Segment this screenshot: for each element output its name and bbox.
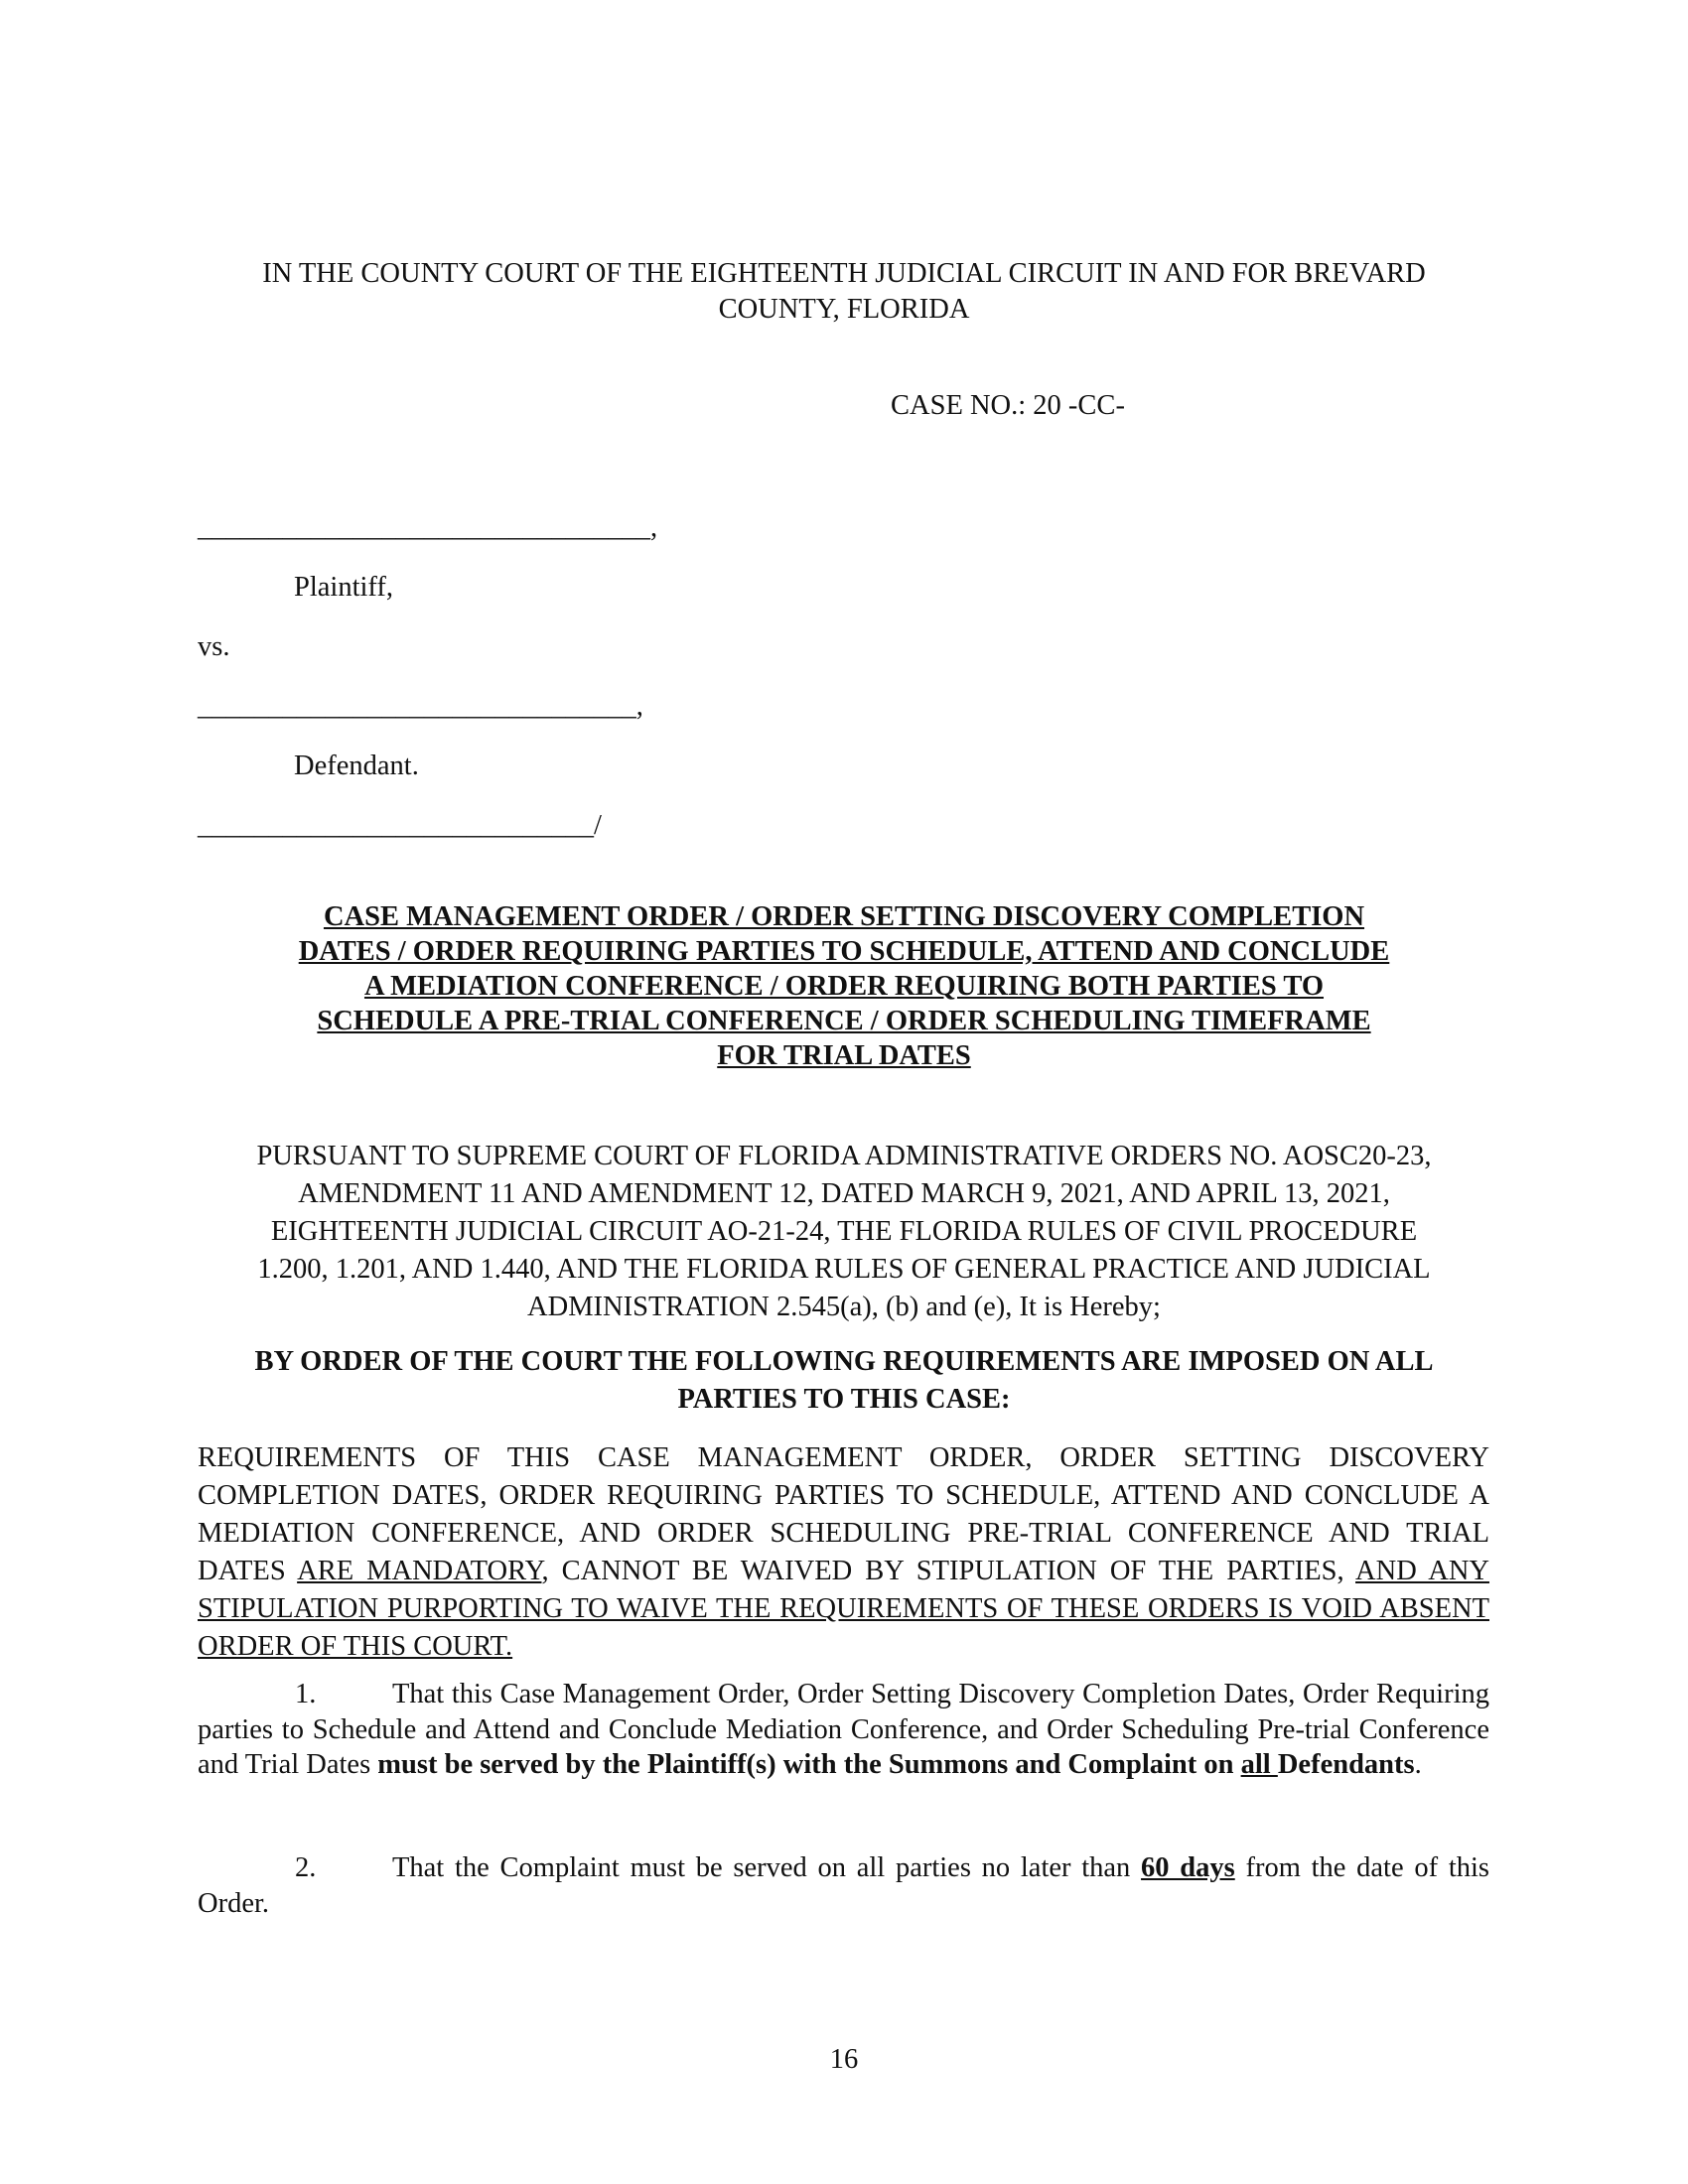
order-title-line2: DATES / ORDER REQUIRING PARTIES TO SCHEDULE, ATTEND AND CONCLUDE [298,936,1390,967]
defendant-name-blank: _______________________________, [198,691,643,722]
paragraph-1-all: all [1240,1749,1278,1780]
court-header-line1: IN THE COUNTY COURT OF THE EIGHTEENTH JUDICIAL CIRCUIT IN AND FOR BREVARD [262,258,1426,289]
pursuant-line3: EIGHTEENTH JUDICIAL CIRCUIT AO-21-24, THE FLORIDA RULES OF CIVIL PROCEDURE [270,1216,1418,1247]
requirements-void-clause: AND ANY STIPULATION PURPORTING TO WAIVE THE REQUIREMENTS OF THESE ORDERS IS VOID ABSENT ORDER OF THIS COURT. [198,1556,1489,1662]
pursuant-line5: ADMINISTRATION 2.545(a), (b) and (e), It is Hereby; [527,1292,1161,1322]
paragraph-1-defendants: Defendants [1277,1749,1415,1780]
plaintiff-name-blank: ________________________________, [198,512,658,543]
by-order-line1: BY ORDER OF THE COURT THE FOLLOWING REQUIREMENTS ARE IMPOSED ON ALL [254,1346,1434,1377]
caption-closing-blank: ____________________________/ [198,810,602,841]
requirements-paragraph [198,1439,1489,1666]
pursuant-line4: 1.200, 1.201, AND 1.440, AND THE FLORIDA RULES OF GENERAL PRACTICE AND JUDICIAL [257,1254,1431,1285]
case-number: CASE NO.: 20 -CC- [891,390,1125,421]
paragraph-1 [198,1677,1489,1783]
page-number: 16 [829,2044,859,2075]
paragraph-1-text: That this Case Management Order, Order Setting Discovery Completion Dates, Order Requiring parties to Schedule and Attend and Conclude Mediation Conference, and Order Scheduling Pre-trial Conference and Trial Dates [198,1679,1489,1780]
versus-label: vs. [198,631,230,662]
paragraph-1-end: . [1414,1749,1422,1780]
order-title-line1: CASE MANAGEMENT ORDER / ORDER SETTING DISCOVERY COMPLETION [323,901,1365,932]
court-header [199,256,1489,328]
paragraph-2-deadline: 60 days [1141,1852,1235,1883]
requirements-text-2: , CANNOT BE WAIVED BY STIPULATION OF THE PARTIES, [541,1556,1356,1586]
paragraph-2-number: 2. [295,1852,317,1883]
requirements-text-1: REQUIREMENTS OF THIS CASE MANAGEMENT ORDER, ORDER SETTING DISCOVERY COMPLETION DATES, ORDER REQUIRING PARTIES TO SCHEDULE, ATTEND AND CONCLUDE A MEDIATION CONFERENCE, AND ORDER SCHEDULING PRE-TRIAL CONFERENCE AND TRIAL DATES [198,1442,1489,1586]
order-title-line4: SCHEDULE A PRE-TRIAL CONFERENCE / ORDER SCHEDULING TIMEFRAME [317,1006,1371,1036]
paragraph-2-text-end: from the date of this Order. [198,1852,1490,1919]
pursuant-line1: PURSUANT TO SUPREME COURT OF FLORIDA ADMINISTRATIVE ORDERS NO. AOSC20-23, [256,1141,1432,1171]
by-order-heading [189,1343,1499,1419]
plaintiff-label: Plaintiff, [294,572,394,603]
paragraph-2-text: That the Complaint must be served on all parties no later than [392,1852,1142,1883]
paragraph-2 [198,1850,1489,1921]
court-header-line2: COUNTY, FLORIDA [718,294,970,325]
pursuant-paragraph [189,1138,1499,1326]
pursuant-line2: AMENDMENT 11 AND AMENDMENT 12, DATED MARCH 9, 2021, AND APRIL 13, 2021, [298,1178,1390,1209]
by-order-line2: PARTIES TO THIS CASE: [677,1384,1011,1415]
order-title-line3: A MEDIATION CONFERENCE / ORDER REQUIRING BOTH PARTIES TO [363,971,1325,1002]
requirements-mandatory: ARE MANDATORY [297,1556,542,1586]
paragraph-1-number: 1. [295,1679,317,1709]
defendant-label: Defendant. [294,751,419,781]
paragraph-1-bold-text: must be served by the Plaintiff(s) with the Summons and Complaint on [377,1749,1241,1780]
order-title [258,899,1430,1073]
order-title-line5: FOR TRIAL DATES [717,1040,971,1071]
